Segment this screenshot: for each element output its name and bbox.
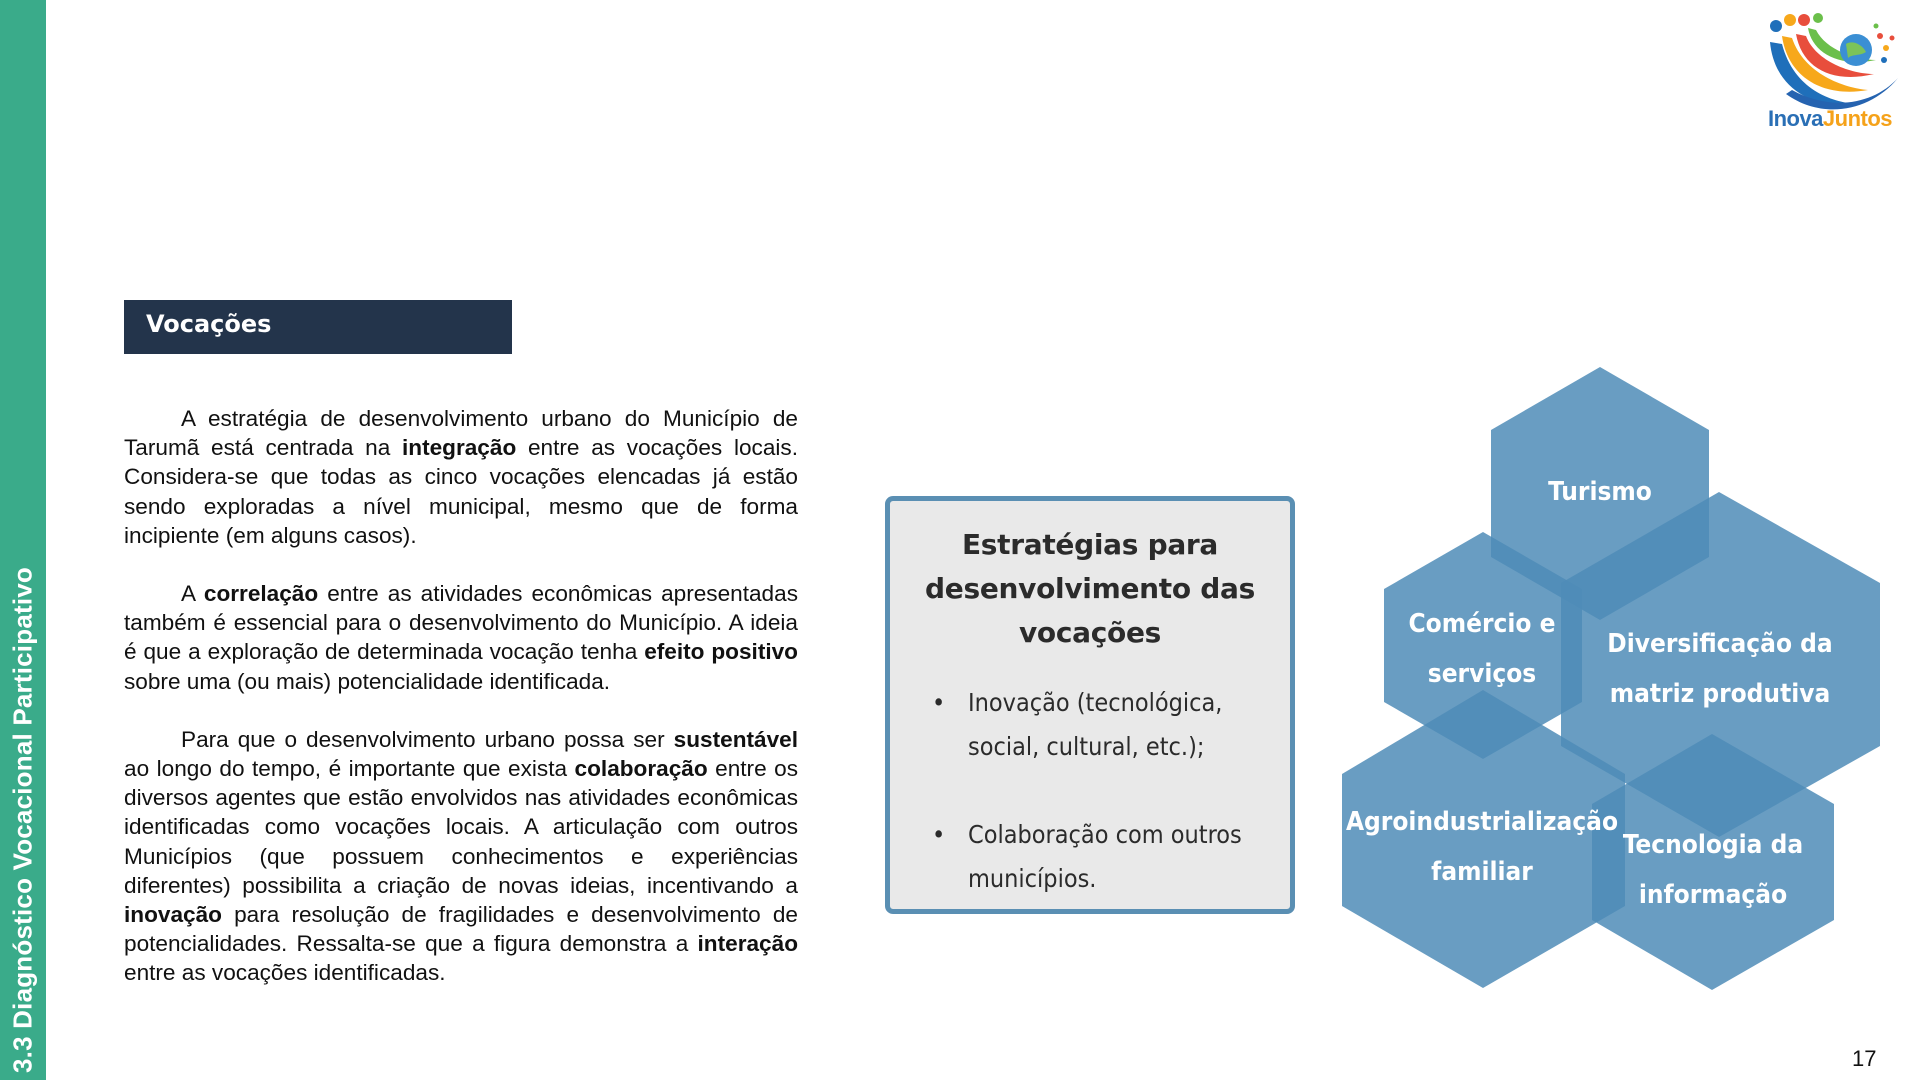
paragraph-2: A correlação entre as atividades econômicas apresentadas também é essencial para o desenvolvimento do Município. A ideia é que a exploração de determinada vocação tenha efeito positivo sobre uma (ou mais) potencialidade identificada. (124, 581, 798, 694)
hexagon-comercio-label: Comércio e (1408, 609, 1556, 639)
page-number: 17 (1852, 1046, 1877, 1071)
logo-wordmark (1752, 106, 1908, 132)
list-item: • Colaboração com outros municípios. (932, 813, 1272, 901)
paragraph-1: A estratégia de desenvolvimento urbano do Município de Tarumã está centrada na integração entre as vocações locais. Considera-se que todas as cinco vocações elencadas já estão sendo exploradas a nível municipal, mesmo que de forma incipiente (em alguns casos). (124, 406, 798, 548)
body-text (124, 404, 798, 1017)
hexagon-agro-label-2: familiar (1431, 857, 1533, 887)
hexagon-tecnologia-label: Tecnologia da (1622, 830, 1804, 860)
logo-text-part1: Inova (1767, 106, 1823, 131)
section-header (124, 300, 512, 354)
list-item: • Inovação (tecnológica, social, cultural, etc.); (932, 681, 1272, 769)
strategies-list (932, 681, 1272, 945)
vocations-diagram (1300, 340, 1920, 1020)
hexagon-comercio-label-2: serviços (1427, 659, 1537, 689)
bullet-icon: • (932, 820, 946, 849)
sidebar (0, 0, 46, 1080)
paragraph-3: Para que o desenvolvimento urbano possa ser sustentável ao longo do tempo, é importante que exista colaboração entre os diversos agentes que estão envolvidos nas atividades econômicas identificadas como vocações locais. A articulação com outros Municípios (que possuem conhecimentos e experiências diferentes) possibilita a criação de novas ideias, incentivando a inovação para resolução de fragilidades e desenvolvimento de potencialidades. Ressalta-se que a figura demonstra a interação entre as vocações identificadas. (124, 726, 798, 986)
hexagon-turismo-label: Turismo (1548, 477, 1652, 507)
strategies-box (885, 496, 1295, 914)
logo-text-part2: Juntos (1822, 106, 1893, 131)
bullet-icon: • (932, 688, 946, 717)
hexagon-diversificacao-label-2: matriz produtiva (1609, 679, 1831, 709)
section-title: Vocações (146, 310, 272, 338)
hexagon-tecnologia-label-2: informação (1638, 880, 1788, 910)
sidebar-title: 3.3 Diagnóstico Vocacional Participativo (7, 567, 38, 1073)
hexagon-diversificacao-label: Diversificação da (1607, 629, 1833, 659)
hexagon-agro-label: Agroindustrialização (1345, 807, 1619, 837)
strategies-title: Estratégias para desenvolvimento das vocações (925, 528, 1255, 649)
